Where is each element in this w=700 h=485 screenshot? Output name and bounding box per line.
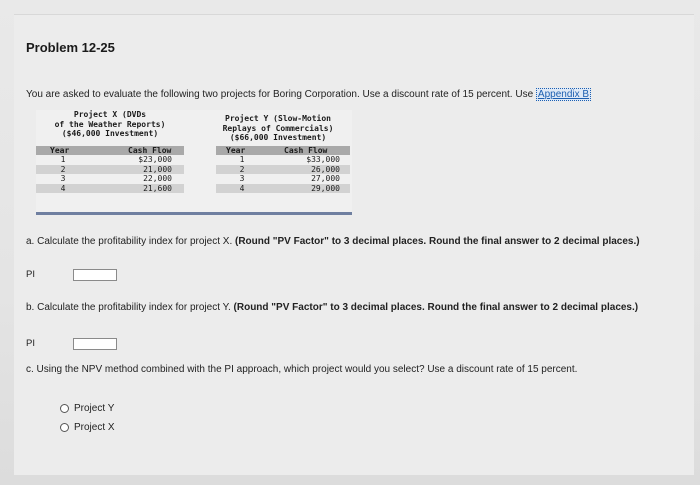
option-label: Project X — [74, 422, 115, 433]
project-y-title-line: ($66,000 Investment) — [229, 133, 327, 142]
table-row — [36, 165, 184, 175]
intro-text — [26, 89, 698, 100]
year-cell: 1 — [239, 155, 245, 164]
radio-circle-icon[interactable] — [60, 404, 69, 413]
table-row — [216, 174, 350, 184]
project-x-title-line: Project X (DVDs — [73, 110, 147, 119]
year-cell: 1 — [60, 155, 66, 164]
question-b-pi-label: PI — [26, 338, 35, 349]
question-b-text: b. Calculate the profitability index for project Y. — [26, 302, 234, 313]
question-a-instructions: (Round "PV Factor" to 3 decimal places. Round the final answer to 2 decimal places.) — [235, 236, 640, 247]
project-x-year-header: Year — [50, 146, 70, 155]
cash-flow-cell: 26,000 — [311, 164, 340, 174]
table-row — [36, 174, 184, 184]
cash-flow-cell: $33,000 — [306, 155, 340, 164]
question-a-text: a. Calculate the profitability index for project X. — [26, 236, 235, 247]
project-x-title — [36, 110, 184, 139]
question-a — [26, 236, 686, 248]
question-c: c. Using the NPV method combined with the PI approach, which project would you select? Use a discount rate of 15 percent. — [26, 364, 578, 375]
year-cell: 2 — [239, 164, 245, 174]
table-row — [216, 165, 350, 175]
cash-flow-cell: 22,000 — [143, 174, 172, 183]
year-cell: 4 — [239, 183, 245, 193]
table-row — [216, 155, 350, 165]
project-y-rows — [216, 155, 350, 193]
project-y-title-line: Project Y (Slow-Motion — [225, 114, 331, 123]
project-x-cash-flow-header: Cash Flow — [128, 146, 172, 155]
cash-flow-cell: 21,000 — [143, 164, 172, 174]
project-y-title — [204, 114, 352, 143]
project-y-year-header: Year — [226, 146, 246, 155]
radio-circle-icon[interactable] — [60, 423, 69, 432]
cash-flow-cell: $23,000 — [138, 155, 172, 164]
option-project-x[interactable] — [60, 422, 115, 433]
cash-flow-cell: 21,600 — [143, 183, 172, 193]
project-y-cash-flow-header: Cash Flow — [284, 146, 328, 155]
project-y-title-line: Replays of Commercials) — [222, 123, 334, 133]
project-x-pi-input[interactable] — [73, 269, 117, 281]
table-row — [216, 184, 350, 194]
problem-title: Problem 12-25 — [26, 40, 115, 55]
table-row — [36, 155, 184, 165]
year-cell: 3 — [60, 174, 66, 183]
appendix-b-link[interactable]: Appendix B — [537, 89, 590, 100]
table-row — [36, 184, 184, 194]
question-a-pi-label: PI — [26, 269, 35, 280]
year-cell: 2 — [60, 164, 66, 174]
project-y-pi-input[interactable] — [73, 338, 117, 350]
question-b-instructions: (Round "PV Factor" to 3 decimal places. Round the final answer to 2 decimal places.) — [233, 302, 639, 313]
year-cell: 3 — [239, 174, 245, 183]
project-x-title-line: of the Weather Reports) — [54, 119, 166, 129]
project-x-title-line: ($46,000 Investment) — [61, 129, 159, 138]
option-label: Project Y — [74, 403, 115, 414]
project-x-rows — [36, 155, 184, 193]
option-project-y[interactable] — [60, 403, 114, 414]
cash-flow-cell: 29,000 — [311, 183, 340, 193]
cash-flow-cell: 27,000 — [311, 174, 340, 183]
projects-cash-flow-table — [36, 110, 352, 215]
question-b — [26, 302, 686, 314]
intro-sentence: You are asked to evaluate the following two projects for Boring Corporation. Use a discount rate of 15 percent. Use — [26, 89, 536, 100]
year-cell: 4 — [60, 183, 66, 193]
